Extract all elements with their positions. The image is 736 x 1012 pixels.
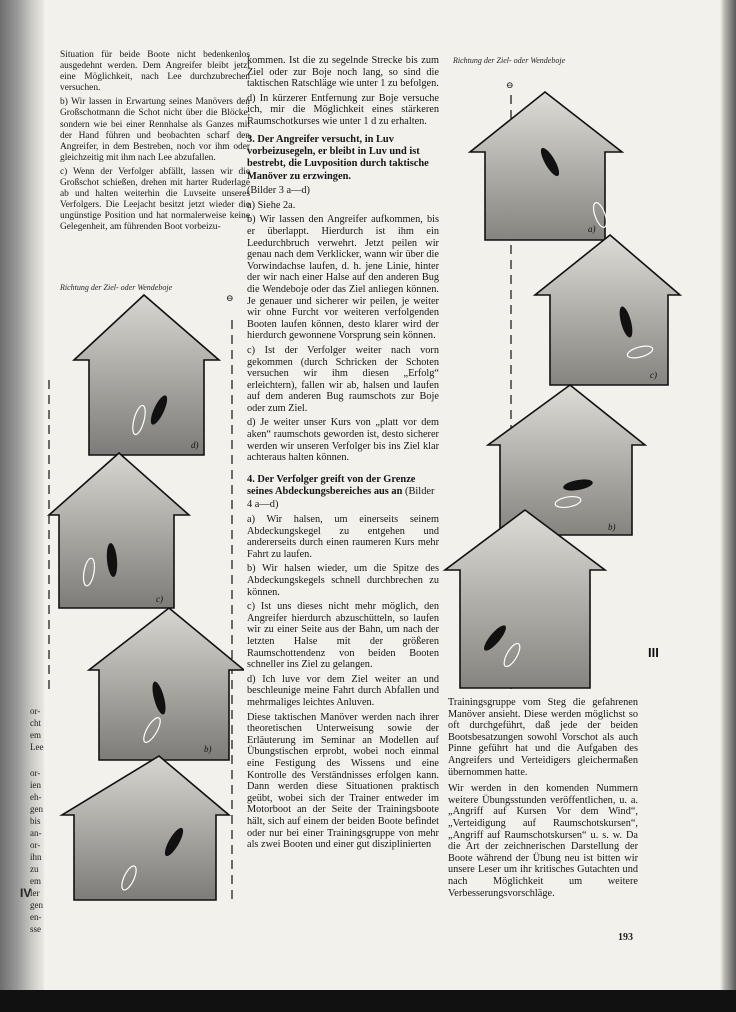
sec3-paragraph: b) Wir lassen den Angreifer aufkommen, bis er überlappt. Hierdurch ist ihm ein Leedurchbruch verwehrt. Jetzt peilen wir genau nach dem Verklicker, wann wir über die Vorwindachse laufen, d. h. jene Linie, hinter der wir nach einer Halse auf den anderen Bug die Wendeboje oder das Ziel anliegen können. Je genauer und sicherer wir peilen, je weiter wir ohne Furcht vor weiteren verfolgenden Booten laufen können, desto klarer wird der hierdurch gewonnene Vorsprung sein können.: [247, 214, 439, 342]
margin-fragment: or-: [30, 768, 41, 778]
sec4-paragraph: c) Ist uns dieses nicht mehr möglich, den Angreifer hierdurch abzuschütteln, so laufen wir zu einer Seite aus der Bahn, um nach der letzten Halse mit der größeren Raumschottendenz von beiden Booten schneller ins Ziel zu gelangen.: [247, 601, 439, 671]
page-right-edge: [720, 0, 736, 990]
margin-fragment: cht: [30, 718, 41, 728]
sec3-paragraph: a) Siehe 2a.: [247, 199, 296, 211]
roman-numeral-right: III: [648, 645, 659, 660]
sec3-paragraph: c) Ist der Verfolger weiter nach vorn gekommen (durch Schricken der Schoten versuchen wir ihm diesen „Erfolg“ erleichtern), fallen wir ab, halsen und laufen auf dem anderen Bug raumschots zur Boje oder zum Ziel.: [247, 344, 439, 414]
margin-roman-numeral: IV: [20, 886, 32, 900]
column-1: [60, 50, 250, 237]
margin-fragment: en-: [30, 912, 42, 922]
scan-bottom-border: [0, 990, 736, 1012]
label-a-right: a): [588, 224, 596, 234]
diagram-d-right: [445, 510, 605, 688]
sec4-paragraph: Diese taktischen Manöver werden nach ihrer theoretischen Unterweisung sowie der Erläuterung im Seminar an Modellen auf Übungstischen erprobt, wobei noch einmal eine Festigung des Wissens und eine Kontrolle des Verständnisses erfolgen kann. Dann werden diese Situationen praktisch geübt, wobei sich der Trainer entweder im Motorboot an der Seite der Trainingsboote hält, sich auf einem der beiden Boote befindet oder nur bei einer Trainingsgruppe von mehr als zwei Booten und einer gut disziplinierten: [247, 711, 439, 851]
sec4-paragraph: d) Ich luve vor dem Ziel weiter an und beschleunige meine Fahrt durch Abfallen und mehrmaliges leichtes Anluven.: [247, 673, 439, 708]
margin-fragment: or-: [30, 706, 41, 716]
margin-fragment: sse: [30, 924, 41, 934]
diagram-b-right: [488, 385, 645, 535]
col1-paragraph: c) Wenn der Verfolger abfällt, lassen wir die Großschot schießen, drehen mit harter Ruderlage ab und halten weiterhin die Luvseite unseres Verfolgers. Die Leejacht besitzt jetzt wieder die ungünstige Position und hat normalerweise keine Gelegenheit, am führenden Boot vorbeizu-: [60, 166, 250, 233]
col2-paragraph: kommen. Ist die zu segelnde Strecke bis zum Ziel oder zur Boje noch lang, so sind die taktischen Ratschläge wie unter 1 zu befolgen.: [247, 55, 439, 90]
margin-fragment: Lee: [30, 742, 44, 752]
label-b-right: b): [608, 522, 616, 532]
caption-right: Richtung der Ziel- oder Wendeboje: [453, 56, 566, 65]
margin-fragment: zu: [30, 864, 39, 874]
col3-paragraph: Trainingsgruppe vom Steg die gefahrenen Manöver ansieht. Diese werden möglichst so oft durchgeführt, daß jede der beiden Bootsbesatzungen sowohl Vorschot als auch Pinne geführt hat und die Aufgaben des Angreifers und Verteidigers gleichermaßen übernommen hatte.: [448, 697, 638, 778]
col1-paragraph: Situation für beide Boote nicht bedenkenlos ausgedehnt werden. Dem Angreifer bleibt jetzt eine Möglichkeit, nach Lee durchzubrechen versuchen.: [60, 50, 250, 94]
caption-left: Richtung der Ziel- oder Wendeboje: [60, 283, 173, 292]
section-3-ref: (Bilder 3 a—d): [247, 185, 310, 197]
sec3-paragraph: d) Je weiter unser Kurs von „platt vor dem aken“ raumschots geworden ist, desto sicherer werden wir unseren Verfolger bis ins Ziel klar achteraus halten können.: [247, 417, 439, 464]
margin-fragment: gen: [30, 804, 43, 814]
diagram-c: [49, 453, 189, 608]
diagram-a: [62, 756, 229, 900]
page-number: 193: [618, 932, 633, 943]
diagram-c-right: [535, 235, 680, 385]
sec4-paragraph: b) Wir halsen wieder, um die Spitze des Abdeckungskegels schnell durchbrechen zu können.: [247, 563, 439, 598]
section-3-heading: 3. Der Angreifer versucht, in Luv vorbeizusegeln, er bleibt in Luv und ist bestrebt, die Luvposition durch taktische Manöver zu erzwingen.: [247, 133, 429, 182]
margin-fragment: em: [30, 876, 41, 886]
label-b: b): [204, 744, 212, 754]
tactics-diagrams-right: [440, 90, 685, 690]
sec4-paragraph: a) Wir halsen, um einerseits seinem Abdeckungskegel zu entgehen und andererseits durch einen raumeren Kurs mehr Fahrt zu laufen.: [247, 514, 439, 560]
buoy-symbol-left: ⊖: [226, 293, 234, 303]
margin-fragment: eh-: [30, 792, 42, 802]
margin-fragment: ler: [30, 888, 40, 898]
col3-paragraph: Wir werden in den komenden Nummern weitere Übungsstunden veröffentlichen, u. a. „Angriff auf Kursen Vor dem Wind“, „Verteidigung auf Raumschotskursen“, „Angriff auf Raumschotskursen“ u. s. w. Da die Art der zeichnerischen Darstellung der Boote während der Übung neu ist bitten wir unsere Leser um ihr kritisches Gutachten und nach Möglichkeit um weitere Verbesserungsvorschläge.: [448, 783, 638, 899]
diagram-b: [89, 608, 244, 760]
tactics-diagrams-left: [44, 290, 244, 910]
section-4-heading: 4. Der Verfolger greift von der Grenze seines Abdeckungsbereiches aus an (Bilder 4 a—d): [247, 473, 435, 510]
diagram-d: [74, 295, 219, 455]
margin-fragment: gen: [30, 900, 43, 910]
label-c-right: c): [650, 370, 657, 380]
buoy-symbol-right: ⊖: [506, 80, 514, 90]
margin-fragment: bis: [30, 816, 41, 826]
col2-paragraph: d) In kürzerer Entfernung zur Boje versuche ich, mir die Möglichkeit eines stärkeren Raumschotkurses wie unter 1 d zu erhalten.: [247, 92, 439, 127]
margin-fragment: em: [30, 730, 41, 740]
margin-fragment: an-: [30, 828, 42, 838]
label-c: c): [156, 594, 163, 604]
label-d: d): [191, 440, 199, 450]
col1-paragraph: b) Wir lassen in Erwartung seines Manövers den Großschotmann die Schot nicht über die Blöcke, sondern wie bei einer Rennhalse als Ganzes mit der Hand führen und beobachten scharf den Angreifer, in dem Bestreben, noch vor ihm oder gleichzeitig mit ihm nach Lee abzufallen.: [60, 97, 250, 163]
margin-fragment: ihn: [30, 852, 42, 862]
column-3: [448, 697, 638, 902]
column-2: [247, 55, 439, 854]
margin-fragment: ien: [30, 780, 41, 790]
margin-fragment: or-: [30, 840, 41, 850]
diagram-a-right: [470, 92, 622, 240]
